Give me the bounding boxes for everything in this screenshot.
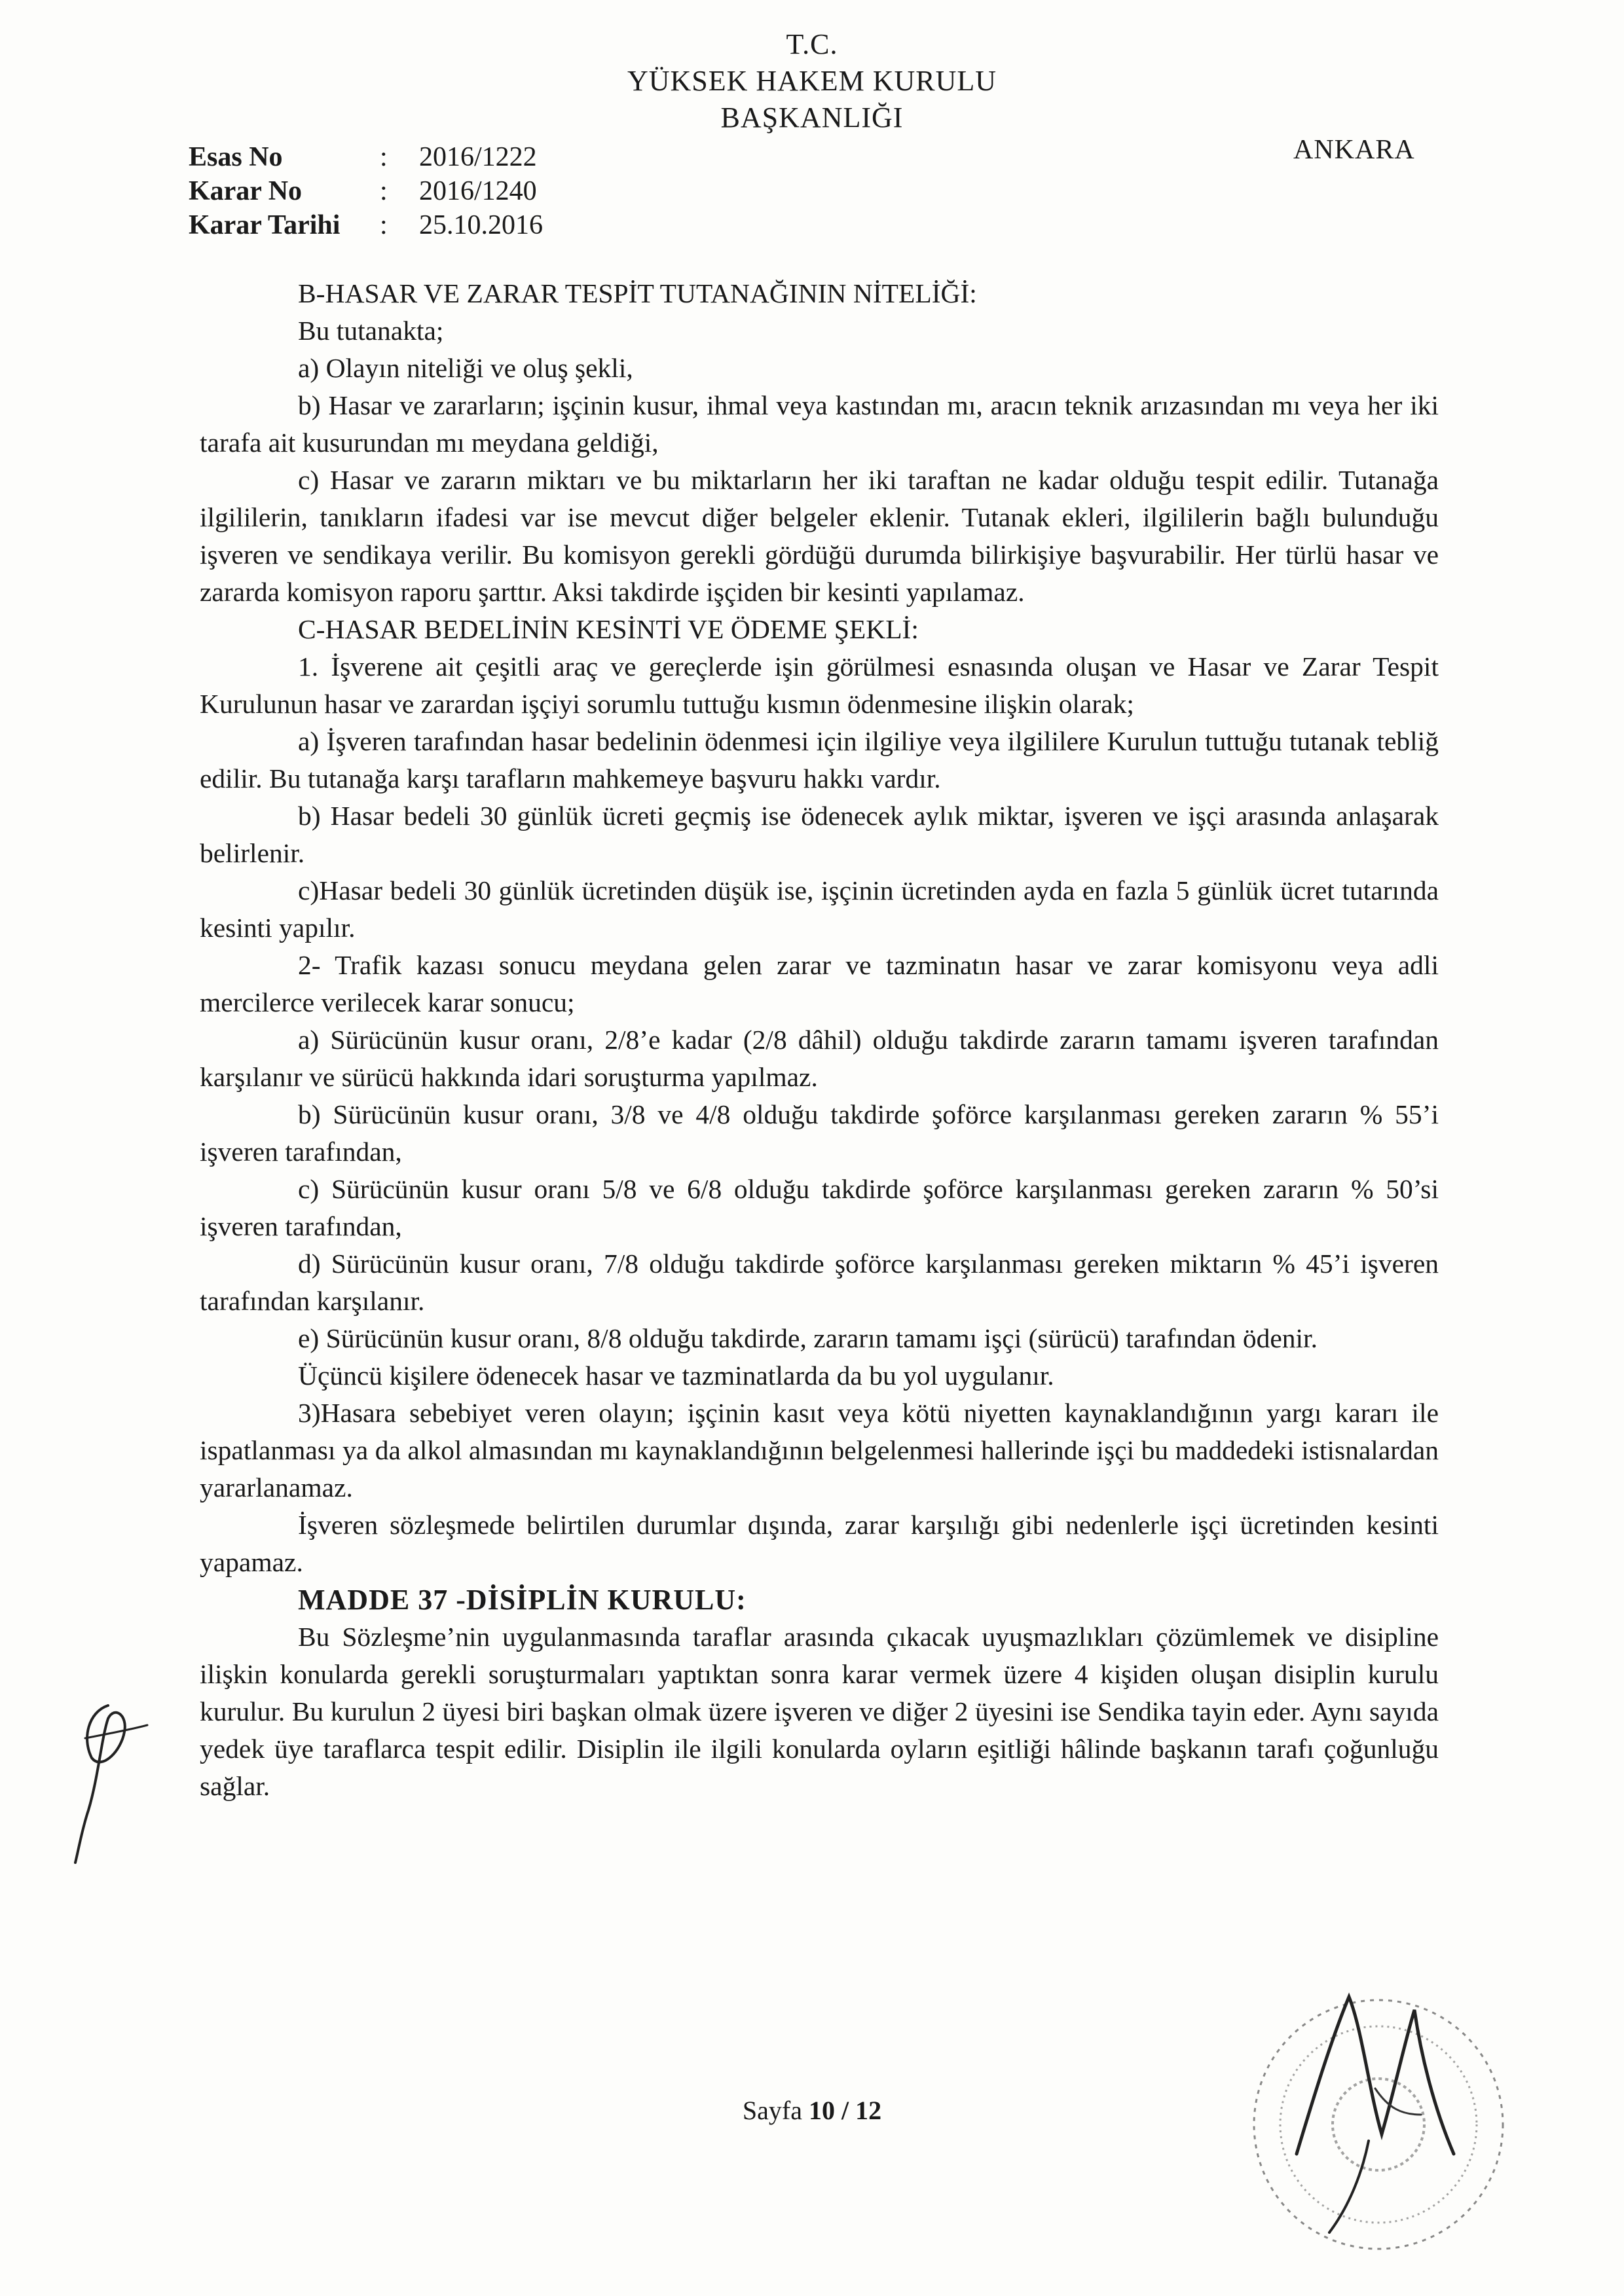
- meta-label: Karar Tarihi: [189, 210, 341, 240]
- article-heading-37: MADDE 37 -DİSİPLİN KURULU:: [298, 1584, 747, 1616]
- list-item: b) Sürücünün kusur oranı, 3/8 ve 4/8 olduğu takdirde şoförce karşılanması gereken zararın % 55’i işveren tarafından,: [200, 1099, 1439, 1167]
- section-heading-c: C-HASAR BEDELİNİN KESİNTİ VE ÖDEME ŞEKLİ:: [298, 614, 919, 644]
- official-seal-with-signature: [1218, 1958, 1526, 2272]
- page-number-separator: /: [834, 2096, 856, 2125]
- paragraph: Bu tutanakta;: [298, 316, 444, 346]
- handwritten-initial: [62, 1699, 154, 1869]
- page-number-total: 12: [855, 2096, 882, 2125]
- meta-value: 2016/1222: [419, 142, 537, 172]
- meta-value: 25.10.2016: [419, 210, 543, 240]
- case-metadata: [189, 140, 543, 242]
- paragraph: 3)Hasara sebebiyet veren olayın; işçinin kasıt veya kötü niyetten kaynaklandığının yargı kararı ile ispatlanması ya da alkol almasından mı kaynaklandığının belgelenmesi hallerinde işçi bu maddedeki istisnalardan yararlanamaz.: [200, 1398, 1439, 1503]
- list-item: b) Hasar bedeli 30 günlük ücreti geçmiş ise ödenecek aylık miktar, işveren ve işçi arasında anlaşarak belirlenir.: [200, 801, 1439, 868]
- meta-label: Karar No: [189, 176, 303, 206]
- meta-row-esas: [189, 140, 543, 174]
- meta-colon: :: [380, 176, 388, 206]
- header-city: ANKARA: [1293, 135, 1415, 165]
- paragraph: 1. İşverene ait çeşitli araç ve gereçlerde işin görülmesi esnasında oluşan ve Hasar ve Zarar Tespit Kurulunun hasar ve zarardan işçiyi sorumlu tuttuğu kısmın ödenmesine ilişkin olarak;: [200, 651, 1439, 719]
- section-heading-b: B-HASAR VE ZARAR TESPİT TUTANAĞININ NİTELİĞİ:: [298, 278, 977, 308]
- list-item: e) Sürücünün kusur oranı, 8/8 olduğu takdirde, zararın tamamı işçi (sürücü) tarafından ödenir.: [298, 1323, 1318, 1353]
- paragraph: 2- Trafik kazası sonucu meydana gelen zarar ve tazminatın hasar ve zarar komisyonu veya adli mercilerce verilecek karar sonucu;: [200, 950, 1439, 1017]
- header-line-tc: T.C.: [786, 28, 838, 60]
- meta-row-karar: [189, 174, 543, 208]
- list-item: a) Olayın niteliği ve oluş şekli,: [298, 353, 633, 383]
- meta-value: 2016/1240: [419, 176, 537, 206]
- list-item: c) Sürücünün kusur oranı 5/8 ve 6/8 olduğu takdirde şoförce karşılanması gereken zararın % 50’si işveren tarafından,: [200, 1174, 1439, 1241]
- document-body: [200, 275, 1439, 1805]
- paragraph: Bu Sözleşme’nin uygulanmasında taraflar arasında çıkacak uyuşmazlıkları çözümlemek ve disipline ilişkin konularda gerekli soruşturmaları yaptıktan sonra karar vermek üzere 4 kişiden oluşan disiplin kurulu kurulur. Bu kurulun 2 üyesi biri başkan olmak üzere işveren ve diğer 2 üyesini ise Sendika tayin eder. Aynı sayıda yedek üye taraflarca tespit edilir. Disiplin ile ilgili konularda oyların eşitliği hâlinde başkanın tarafı çoğunluğu sağlar.: [200, 1622, 1439, 1801]
- page-number-current: 10: [808, 2096, 835, 2125]
- page-number-prefix: Sayfa: [742, 2096, 809, 2125]
- header-line-institution: YÜKSEK HAKEM KURULU: [627, 65, 997, 97]
- meta-colon: :: [380, 142, 388, 172]
- header-line-presidency: BAŞKANLIĞI: [720, 101, 904, 134]
- meta-label: Esas No: [189, 142, 283, 172]
- list-item: b) Hasar ve zararların; işçinin kusur, ihmal veya kastından mı, aracın teknik arızasından mı veya her iki tarafa ait kusurundan mı meydana geldiği,: [200, 390, 1439, 458]
- document-header: [0, 26, 1624, 136]
- list-item: a) İşveren tarafından hasar bedelinin ödenmesi için ilgiliye veya ilgililere Kurulun tuttuğu tutanak tebliğ edilir. Bu tutanağa karşı tarafların mahkemeye başvuru hakkı vardır.: [200, 726, 1439, 793]
- list-item: c)Hasar bedeli 30 günlük ücretinden düşük ise, işçinin ücretinden ayda en fazla 5 günlük ücret tutarında kesinti yapılır.: [200, 875, 1439, 943]
- list-item: d) Sürücünün kusur oranı, 7/8 olduğu takdirde şoförce karşılanması gereken miktarın % 45’i işveren tarafından karşılanır.: [200, 1248, 1439, 1316]
- paragraph: Üçüncü kişilere ödenecek hasar ve tazminatlarda da bu yol uygulanır.: [298, 1360, 1054, 1391]
- paragraph: İşveren sözleşmede belirtilen durumlar dışında, zarar karşılığı gibi nedenlerle işçi ücretinden kesinti yapamaz.: [200, 1510, 1439, 1577]
- meta-colon: :: [380, 210, 388, 240]
- list-item: c) Hasar ve zararın miktarı ve bu miktarların her iki taraftan ne kadar olduğu tespit edilir. Tutanağa ilgililerin, tanıkların ifadesi var ise mevcut diğer belgeler eklenir. Tutanak ekleri, ilgililerin bağlı bulunduğu işveren ve sendikaya verilir. Bu komisyon gerekli gördüğü durumda bilirkişiye başvurabilir. Her türlü hasar ve zararda komisyon raporu şarttır. Aksi takdirde işçiden bir kesinti yapılamaz.: [200, 465, 1439, 607]
- list-item: a) Sürücünün kusur oranı, 2/8’e kadar (2/8 dâhil) olduğu takdirde zararın tamamı işveren tarafından karşılanır ve sürücü hakkında idari soruşturma yapılmaz.: [200, 1025, 1439, 1092]
- meta-row-tarih: [189, 208, 543, 242]
